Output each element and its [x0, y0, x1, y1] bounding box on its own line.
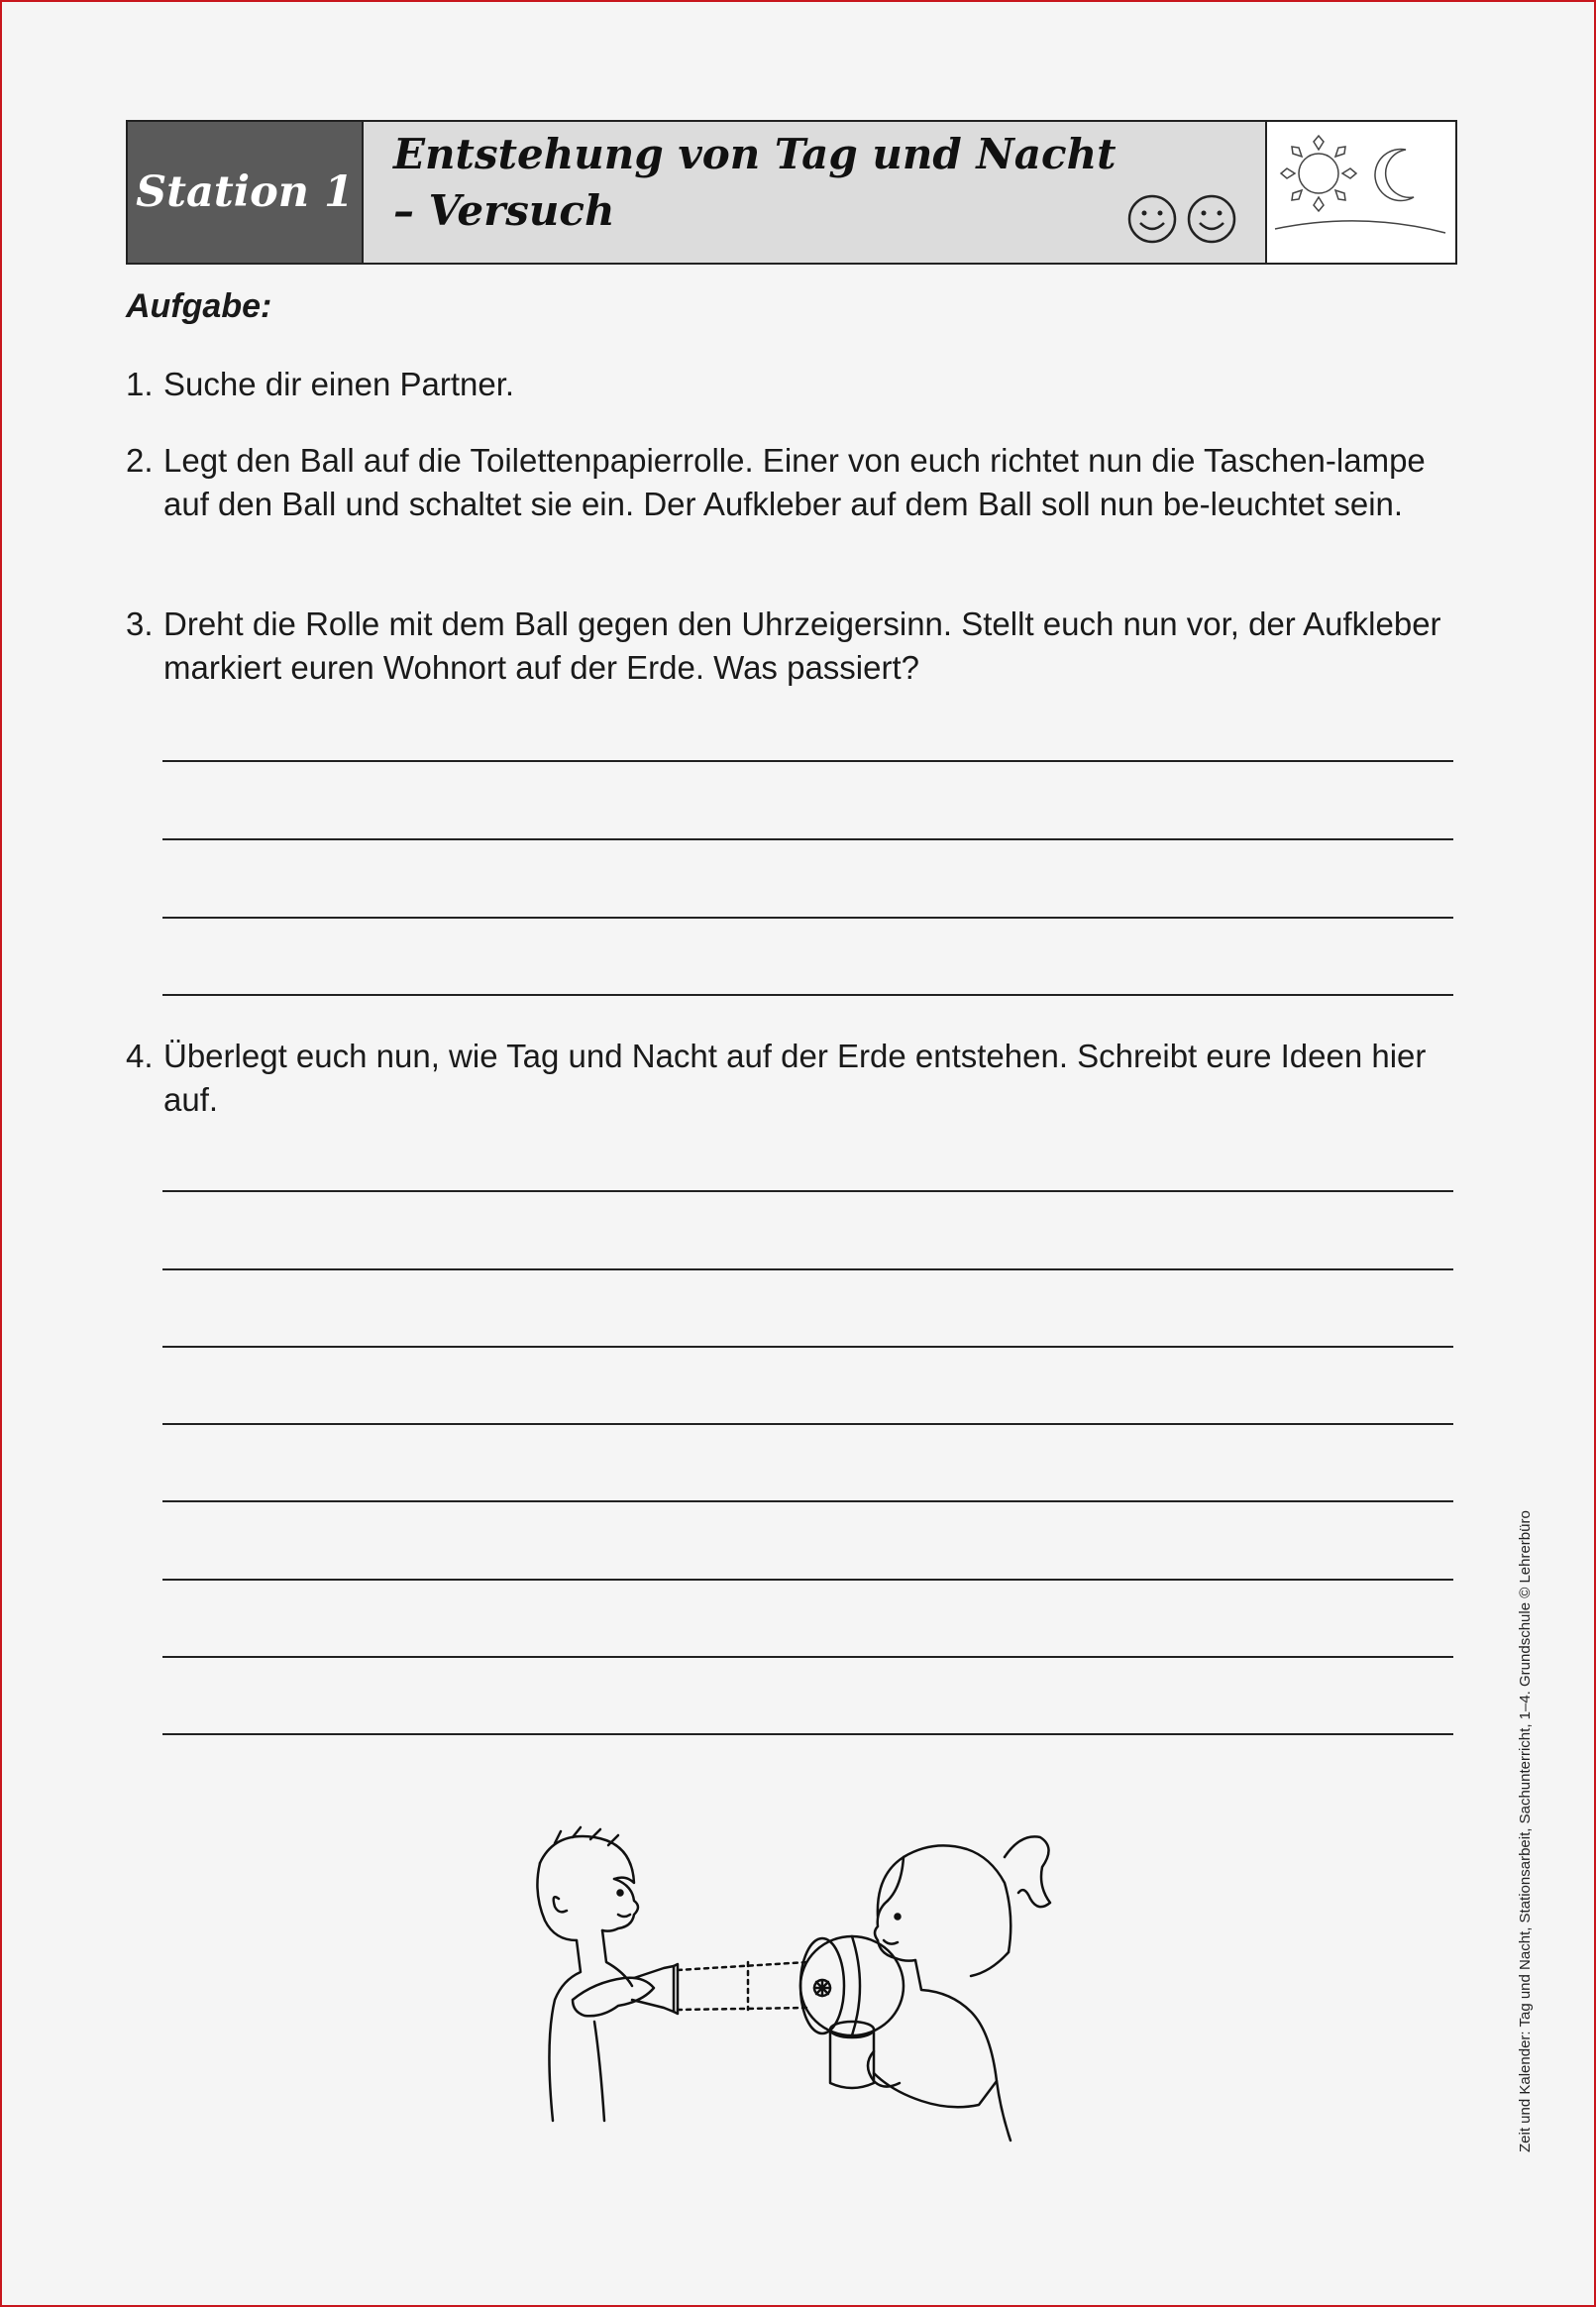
task-4 [126, 1035, 1453, 1122]
difficulty-smileys [1126, 193, 1237, 245]
boy-figure [537, 1827, 654, 2121]
smiley-icon [1186, 193, 1237, 245]
task-text: Überlegt euch nun, wie Tag und Nacht auf der Erde entstehen. Schreibt eure Ideen hier auf. [163, 1038, 1427, 1118]
writing-line[interactable] [162, 1500, 1453, 1502]
copyright-note: Zeit und Kalender: Tag und Nacht, Stationsarbeit, Sachunterricht, 1–4. Grundschule © Lehrerbüro [1517, 1510, 1534, 2152]
day-night-decoration [1267, 122, 1455, 263]
task-number: 1. [126, 366, 154, 402]
station-header [126, 120, 1457, 265]
writing-line[interactable] [162, 1268, 1453, 1270]
task-number: 3. [126, 605, 154, 642]
writing-line[interactable] [162, 994, 1453, 996]
sun-icon [1281, 136, 1356, 211]
task-1 [126, 363, 1453, 406]
light-beam [678, 1962, 807, 2010]
task-number: 2. [126, 442, 154, 479]
writing-line[interactable] [162, 1656, 1453, 1658]
writing-line[interactable] [162, 760, 1453, 762]
writing-line[interactable] [162, 1190, 1453, 1192]
smiley-icon [1126, 193, 1178, 245]
task-text: Legt den Ball auf die Toilettenpapierrolle. Einer von euch richtet nun die Taschen-lampe auf den Ball und schaltet sie ein. Der Aufkleber auf dem Ball soll nun be-leuchtet sein. [163, 442, 1426, 522]
writing-line[interactable] [162, 1733, 1453, 1735]
task-2 [126, 439, 1453, 526]
girl-figure [868, 1836, 1050, 2141]
station-label: Station 1 [128, 122, 364, 263]
writing-line[interactable] [162, 838, 1453, 840]
title-line-1: Entstehung von Tag und Nacht [393, 130, 1117, 178]
experiment-illustration [515, 1823, 1070, 2160]
ball [800, 1936, 904, 2088]
task-text: Dreht die Rolle mit dem Ball gegen den Uhrzeigersinn. Stellt euch nun vor, der Aufkleber markiert euren Wohnort auf der Erde. Was passiert? [163, 605, 1441, 686]
moon-icon [1375, 150, 1414, 201]
writing-line[interactable] [162, 1423, 1453, 1425]
writing-line[interactable] [162, 1579, 1453, 1581]
title-line-2: – Versuch [393, 186, 615, 235]
flashlight [632, 1964, 678, 2014]
task-text: Suche dir einen Partner. [163, 366, 515, 402]
worksheet-title [364, 122, 1267, 263]
task-heading: Aufgabe: [126, 287, 272, 325]
task-number: 4. [126, 1038, 154, 1074]
writing-line[interactable] [162, 1346, 1453, 1348]
task-3 [126, 603, 1453, 690]
writing-line[interactable] [162, 917, 1453, 919]
